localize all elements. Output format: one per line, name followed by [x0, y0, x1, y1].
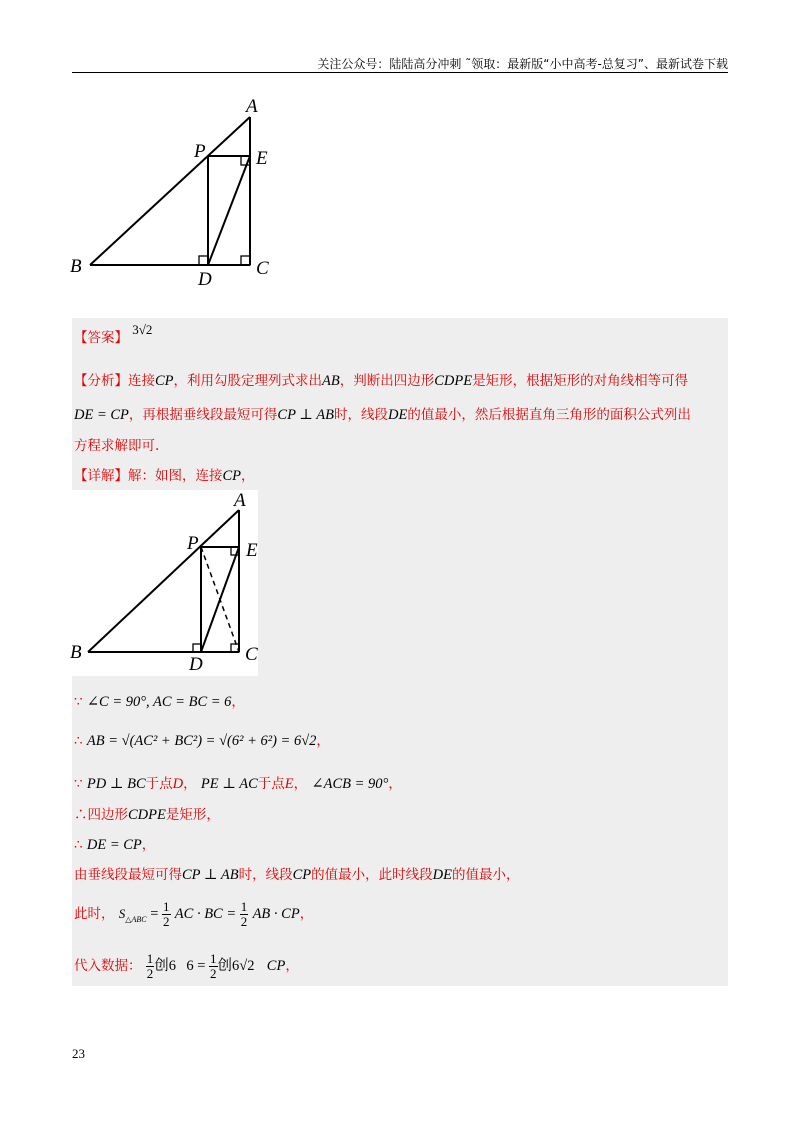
fig2-label-E: E [246, 540, 258, 561]
fig1-right-angle-D [199, 256, 208, 265]
step-4: ∴四边形CDPE是矩形， [74, 807, 220, 823]
frac-half-1: $\frac{1}{2}$ [163, 899, 170, 929]
fig1-label-A: A [246, 96, 258, 117]
fig1-label-E: E [256, 148, 268, 169]
step-6: 由垂线段最短可得CP ⊥ AB时，线段CP的值最小，此时线段DE的值最小， [74, 867, 520, 883]
fig2-label-D: D [189, 654, 203, 675]
fig1-right-angle-C [241, 256, 250, 265]
figure-triangle-2 [62, 488, 272, 678]
fig2-label-P: P [187, 533, 199, 554]
fig1-label-P: P [194, 141, 206, 162]
figure-triangle-1 [60, 92, 290, 292]
frac-half-4: $\frac{1}{2}$ [210, 951, 217, 981]
fig1-label-B: B [70, 256, 82, 277]
fig2-label-A: A [234, 490, 246, 511]
analysis-line-2: DE = CP，再根据垂线段最短可得CP ⊥ AB时，线段DE的值最小，然后根据直角三角形的面积公式列出 [74, 407, 691, 423]
header-rule [72, 72, 728, 73]
step-2: ∴ AB = √(AC² + BC²) = √(6² + 6²) = 6√2， [74, 733, 330, 749]
fig2-label-B: B [70, 642, 82, 663]
frac-half-2: $\frac{1}{2}$ [240, 899, 248, 929]
detail-intro: 【详解】解：如图，连接CP， [74, 468, 255, 484]
step-1: ∵ ∠C = 90°, AC = BC = 6， [74, 694, 245, 710]
fig1-seg-DE [208, 156, 250, 265]
fig1-label-C: C [256, 258, 269, 279]
fig2-label-C: C [245, 644, 258, 665]
page-header: 关注公众号：陆陆高分冲刺 ˜领取：最新版“小中高考-总复习”、最新试卷下载 [317, 57, 728, 71]
fig2-right-angle-D [193, 644, 201, 652]
analysis-line-1: 【分析】连接CP，利用勾股定理列式求出AB，判断出四边形CDPE是矩形，根据矩形的对角线相等可得 [74, 373, 689, 389]
frac-half-3: $\frac{1}{2}$ [146, 951, 154, 981]
answer-value: 3√2 [132, 322, 153, 337]
fig1-side-AB [90, 117, 250, 265]
fig1-label-D: D [198, 269, 212, 290]
step-3: ∵ PD ⊥ BC于点D， PE ⊥ AC于点E， ∠ACB = 90°， [74, 776, 402, 792]
answer-line [74, 322, 153, 348]
step-7: 此时， $S_{\triangle ABC}$ = $\frac{1}{2}$ AC · BC = $\frac{1}{2}$ AB · CP， [74, 899, 314, 929]
answer-tag: 【答案】 [74, 330, 128, 346]
fig2-side-AB [88, 510, 239, 652]
step-5: ∴ DE = CP， [74, 837, 156, 853]
page-number: 23 [72, 1046, 85, 1061]
analysis-line-3: 方程求解即可. [74, 438, 160, 454]
step-8: 代入数据： $\frac{1}{2}$ 创6 6 = $\frac{1}{2}$ 创6√2 CP， [74, 951, 299, 981]
